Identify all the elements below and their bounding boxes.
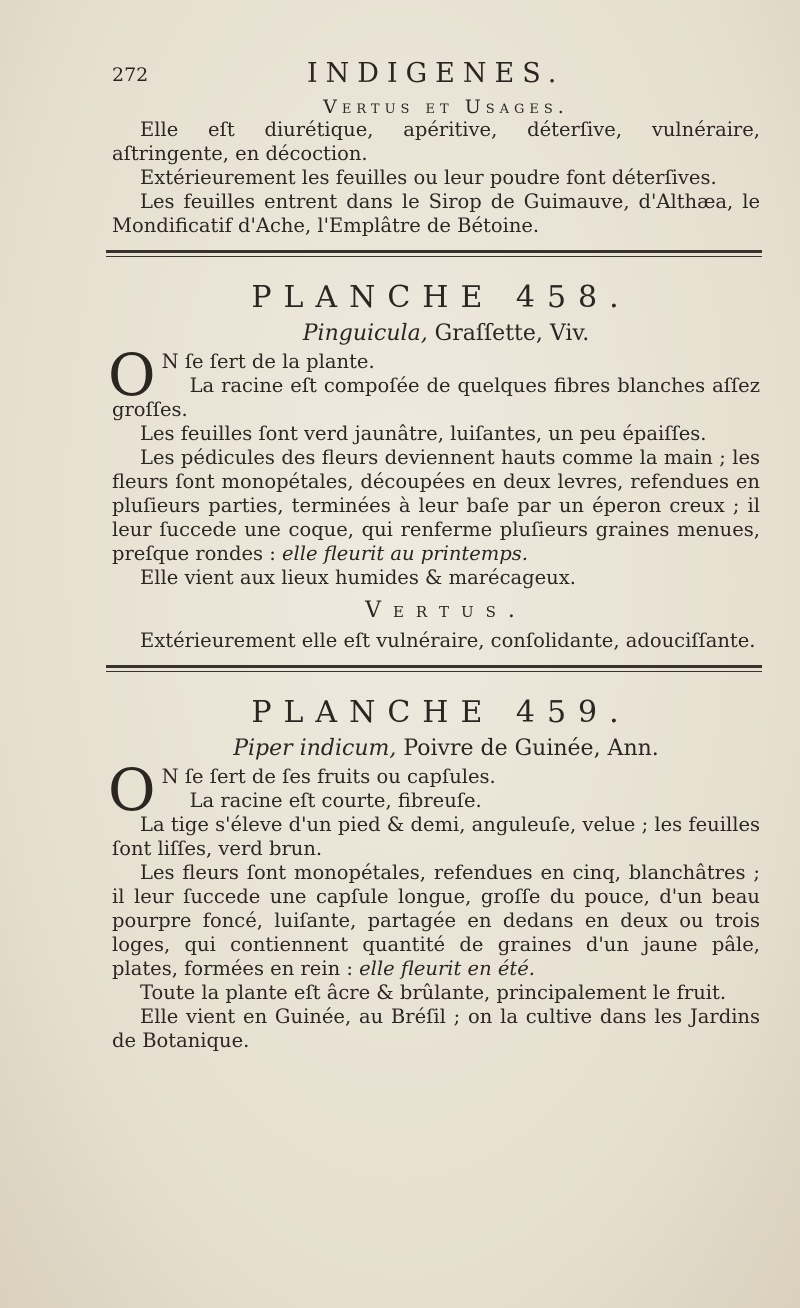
planche-458-intro <box>108 341 760 422</box>
paragraph: La racine eſt compoſée de quelques fibres blanches aſſez groſſes. <box>112 374 760 421</box>
planche-458-latin-name: Pinguicula, <box>302 321 428 346</box>
divider-thick-line <box>106 250 762 253</box>
planche-458-common-name: Graſſette, Viv. <box>427 321 590 346</box>
paragraph: Extérieurement elle eſt vulnéraire, conſolidante, adouciſſante. <box>140 629 756 652</box>
planche-459-common-name: Poivre de Guinée, Ann. <box>396 736 659 761</box>
paragraph: Extérieurement les feuilles ou leur poudre font déterſives. <box>140 166 717 189</box>
paragraph-text: Les fleurs ſont monopétales, refendues en cinq, blanchâtres ; il leur ſuccede une capſule longue, groſſe du pouce, d'un beau pourpre foncé, luiſante, partagée en dedans en deux ou trois loges, qui contiennent quantité de graines d'un jaune pâle, plates, formées en rein : <box>112 861 760 980</box>
planche-458-name <box>132 321 760 346</box>
divider-thick-line <box>106 665 762 668</box>
page-number: 272 <box>112 64 149 86</box>
flowering-note: elle fleurit en été. <box>352 957 535 980</box>
paragraph <box>112 446 760 566</box>
paragraph: Les feuilles ſont verd jaunâtre, luiſantes, un peu épaiſſes. <box>140 422 707 445</box>
section-divider <box>106 244 762 266</box>
page-content <box>108 58 760 1053</box>
intro-line: N ſe ſert de ſes fruits ou capſules. <box>161 765 496 788</box>
section-divider <box>106 659 762 681</box>
paragraph-text: Les pédicules des fleurs deviennent hauts comme la main ; les fleurs ſont monopétales, découpées en deux levres, refendues en pluſieurs parties, terminées à leur baſe par un éperon creux ; il leur ſuccede une coque, qui renferme pluſieurs graines menues, preſque rondes : <box>112 446 760 565</box>
flowering-note: elle fleurit au printemps. <box>275 542 528 565</box>
paragraph: Toute la plante eſt âcre & brûlante, principalement le fruit. <box>140 981 727 1004</box>
paragraph: La tige s'éleve d'un pied & demi, anguleuſe, velue ; les feuilles ſont liſſes, verd brun. <box>112 813 760 860</box>
divider-thin-line <box>106 671 762 672</box>
paragraph: Elle vient aux lieux humides & marécageux. <box>140 566 576 589</box>
paragraph <box>112 861 760 981</box>
intro-line: N ſe ſert de la plante. <box>161 350 375 373</box>
planche-459-intro <box>108 756 760 824</box>
paragraph: Elle eſt diurétique, apéritive, déterſive, vulnéraire, aſtringente, en décoction. <box>112 118 760 165</box>
vertus-heading: Vertus. <box>365 598 527 623</box>
planche-459-title: PLANCHE 459. <box>251 695 631 730</box>
planche-459-name <box>132 736 760 761</box>
running-title: INDIGENES. <box>307 58 565 89</box>
drop-cap: O <box>108 341 156 409</box>
planche-458-title: PLANCHE 458. <box>251 280 631 315</box>
divider-thin-line <box>106 256 762 257</box>
page-header <box>112 58 760 92</box>
drop-cap: O <box>108 756 156 824</box>
planche-459-latin-name: Piper indicum, <box>233 736 397 761</box>
section-heading-vertus-usages: Vertus et Usages. <box>323 96 569 118</box>
paragraph: La racine eſt courte, fibreuſe. <box>189 789 482 812</box>
paragraph: Les feuilles entrent dans le Sirop de Guimauve, d'Althæa, le Mondificatif d'Ache, l'Emplâtre de Bétoine. <box>112 190 760 237</box>
paragraph: Elle vient en Guinée, au Bréſil ; on la cultive dans les Jardins de Botanique. <box>112 1005 760 1052</box>
